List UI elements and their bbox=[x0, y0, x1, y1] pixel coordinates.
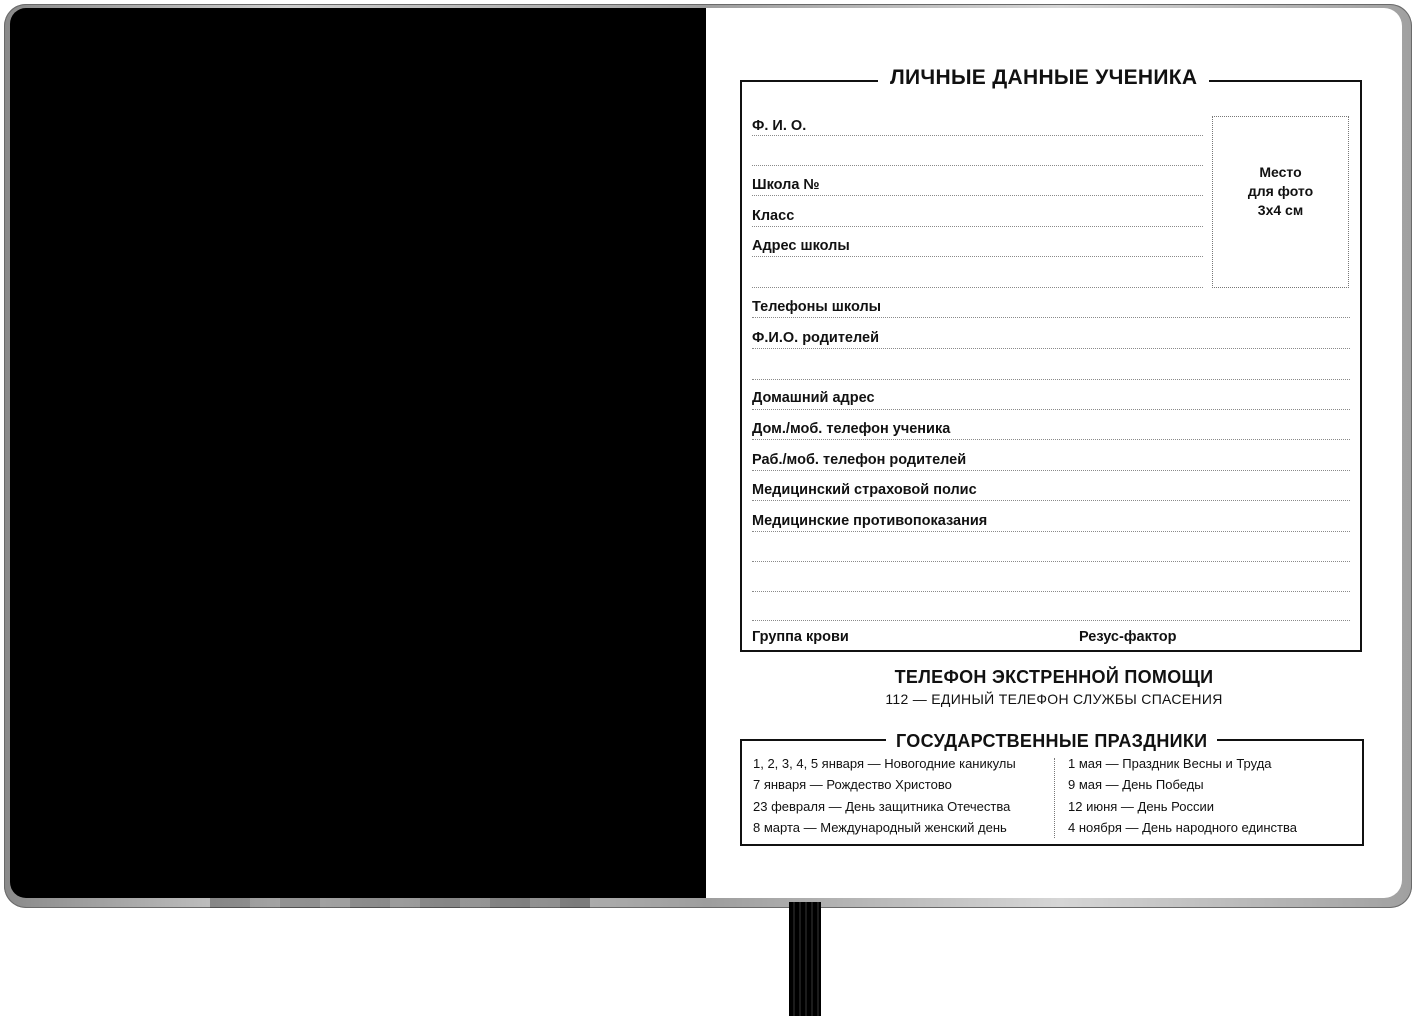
photo-label-line: 3x4 см bbox=[1257, 202, 1304, 218]
insurance-line[interactable] bbox=[752, 500, 1350, 501]
field-label-school-no: Школа № bbox=[752, 177, 820, 193]
parents-phone-line[interactable] bbox=[752, 470, 1350, 471]
field-label-school-phones: Телефоны школы bbox=[752, 299, 882, 315]
student-phone-line[interactable] bbox=[752, 439, 1350, 440]
contraindications-line-3[interactable] bbox=[752, 591, 1350, 592]
holiday-item: 1, 2, 3, 4, 5 января — Новогодние каникулы bbox=[753, 756, 1016, 771]
home-address-line[interactable] bbox=[752, 409, 1350, 410]
emergency-subtitle: 112 — ЕДИНЫЙ ТЕЛЕФОН СЛУЖБЫ СПАСЕНИЯ bbox=[885, 691, 1223, 707]
photo-label-line: для фото bbox=[1247, 183, 1314, 199]
contraindications-line[interactable] bbox=[752, 531, 1350, 532]
field-label-school-address: Адрес школы bbox=[752, 238, 850, 254]
parents-fio-line[interactable] bbox=[752, 348, 1350, 349]
photo-label-line: Место bbox=[1259, 164, 1302, 180]
field-label-parents-phone: Раб./моб. телефон родителей bbox=[752, 452, 967, 468]
holiday-item: 9 мая — День Победы bbox=[1068, 777, 1204, 792]
school-address-line-2[interactable] bbox=[752, 287, 1203, 288]
field-label-blood-group: Группа крови bbox=[752, 629, 849, 645]
holiday-item: 8 марта — Международный женский день bbox=[753, 820, 1007, 835]
field-label-student-phone: Дом./моб. телефон ученика bbox=[752, 421, 951, 437]
holiday-item: 4 ноября — День народного единства bbox=[1068, 820, 1297, 835]
fio-line-2[interactable] bbox=[752, 165, 1203, 166]
holidays-title: ГОСУДАРСТВЕННЫЕ ПРАЗДНИКИ bbox=[886, 727, 1217, 755]
field-label-contraindications: Медицинские противопоказания bbox=[752, 513, 988, 529]
contraindications-line-4[interactable] bbox=[752, 620, 1350, 621]
field-label-insurance: Медицинский страховой полис bbox=[752, 482, 977, 498]
school-no-line[interactable] bbox=[752, 195, 1203, 196]
school-phones-line[interactable] bbox=[752, 317, 1350, 318]
holiday-item: 7 января — Рождество Христово bbox=[753, 777, 952, 792]
contraindications-line-2[interactable] bbox=[752, 561, 1350, 562]
left-page bbox=[10, 8, 706, 898]
emergency-title: ТЕЛЕФОН ЭКСТРЕННОЙ ПОМОЩИ bbox=[894, 667, 1214, 687]
school-address-line[interactable] bbox=[752, 256, 1203, 257]
photo-placeholder bbox=[1212, 116, 1349, 288]
fio-line[interactable] bbox=[752, 135, 1203, 136]
cover-edge-pattern bbox=[210, 898, 590, 908]
field-label-home-address: Домашний адрес bbox=[752, 390, 875, 406]
holiday-item: 23 февраля — День защитника Отечества bbox=[753, 799, 1011, 814]
holidays-divider bbox=[1054, 758, 1055, 838]
ribbon-bookmark[interactable] bbox=[789, 902, 821, 1016]
parents-fio-line-2[interactable] bbox=[752, 379, 1350, 380]
personal-data-title: ЛИЧНЫЕ ДАННЫЕ УЧЕНИКА bbox=[878, 64, 1209, 92]
class-line[interactable] bbox=[752, 226, 1203, 227]
field-label-class: Класс bbox=[752, 208, 795, 224]
field-label-fio: Ф. И. О. bbox=[752, 118, 807, 134]
field-label-parents-fio: Ф.И.О. родителей bbox=[752, 330, 879, 346]
field-label-rh-factor: Резус-фактор bbox=[1079, 629, 1177, 645]
holiday-item: 1 мая — Праздник Весны и Труда bbox=[1068, 756, 1272, 771]
holiday-item: 12 июня — День России bbox=[1068, 799, 1214, 814]
